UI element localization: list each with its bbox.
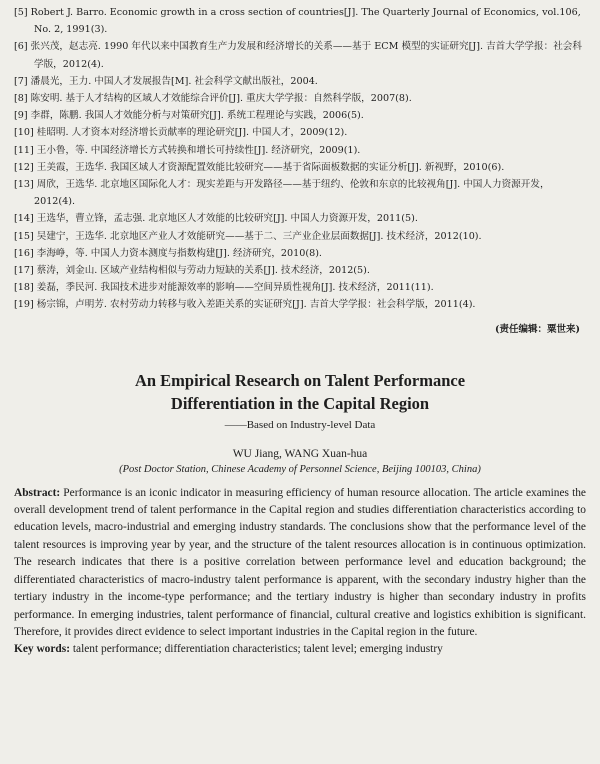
- abstract-text: Performance is an iconic indicator in measuring efficiency of human resource allocation. The article examines the overall development trend of talent performance in the Capital region and studies differentiation characteristics according to education levels, macro-industrial and emerging industry standards. The conclusions show that the performance level of the talent resources is improving year by year, and the structure of the talent resources allocation is in continuous optimization. The research indicates that there is a positive correlation between performance level and education background; the differentiated characteristics of macro-industry talent performance is apparent, with the secondary industry higher than the tertiary industry in the income-type performance; and the tertiary industry is higher than secondary industry in profits performance. In emerging industries, talent performance of financial, cultural creative and logistics exhibition is significant. Therefore, it provides direct evidence to select important industries in the Capital region in the future.: [14, 486, 586, 638]
- reference-item: [8] 陈安明. 基于人才结构的区域人才效能综合评价[J]. 重庆大学学报：自然科学版，2007(8).: [14, 93, 412, 105]
- abstract-label: Abstract:: [14, 486, 61, 499]
- reference-item: [17] 蔡涛，刘金山. 区域产业结构相似与劳动力短缺的关系[J]. 技术经济，2012(5).: [14, 265, 370, 277]
- responsible-editor-note: (责任编辑：粟世来): [495, 323, 580, 335]
- keywords-label: Key words:: [14, 643, 70, 656]
- reference-item: [14] 王选华，曹立锋，孟志强. 北京地区人才效能的比较研究[J]. 中国人力资源开发，2011(5).: [14, 213, 418, 225]
- english-title: [14, 369, 586, 415]
- keywords: [14, 643, 586, 655]
- reference-item: [15] 吴建宁，王选华. 北京地区产业人才效能研究——基于二、三产业企业层面数据[J]. 技术经济，2012(10).: [14, 230, 482, 242]
- reference-item: [10] 桂昭明. 人才资本对经济增长贡献率的理论研究[J]. 中国人才，2009(12).: [14, 127, 348, 139]
- keywords-text: talent performance; differentiation characteristics; talent level; emerging industry: [72, 643, 443, 656]
- reference-item: [16] 李海峥，等. 中国人力资本测度与指数构建[J]. 经济研究，2010(8).: [14, 247, 322, 259]
- authors: WU Jiang, WANG Xuan-hua: [232, 447, 368, 460]
- title-line-2: Differentiation in the Capital Region: [170, 393, 430, 413]
- reference-item: [9] 李群，陈鹏. 我国人才效能分析与对策研究[J]. 系统工程理论与实践，2006(5).: [14, 110, 364, 122]
- reference-item: [18] 姜磊，季民河. 我国技术进步对能源效率的影响——空间异质性视角[J]. 技术经济，2011(11).: [14, 282, 434, 294]
- reference-item: [13] 周欣，王选华. 北京地区国际化人才：现实差距与开发路径——基于纽约、伦敦和东京的比较视角[J]. 中国人力资源开发，2012(4).: [14, 179, 550, 208]
- reference-item: [5] Robert J. Barro. Economic growth in a cross section of countries[J]. The Quarterly Journal of Economics, vol.106, No. 2, 1991(3).: [14, 7, 581, 36]
- subtitle: ——Based on Industry-level Data: [224, 418, 376, 431]
- reference-item: [6] 张兴茂，赵志亮. 1990 年代以来中国教育生产力发展和经济增长的关系——基于 ECM 模型的实证研究[J]. 吉首大学学报：社会科学版，2012(4).: [14, 41, 582, 70]
- reference-item: [7] 潘晨光，王力. 中国人才发展报告[M]. 社会科学文献出版社，2004.: [14, 75, 318, 87]
- reference-item: [19] 杨宗锦，卢明芳. 农村劳动力转移与收入差距关系的实证研究[J]. 吉首大学学报：社会科学版，2011(4).: [14, 299, 476, 311]
- title-line-1: An Empirical Research on Talent Performance: [134, 370, 466, 390]
- abstract: [14, 485, 586, 642]
- affiliation: (Post Doctor Station, Chinese Academy of Personnel Science, Beijing 100103, China): [119, 463, 481, 475]
- reference-item: [12] 王美霞，王选华. 我国区域人才资源配置效能比较研究——基于省际面板数据的实证分析[J]. 新视野，2010(6).: [14, 161, 505, 173]
- reference-list: [14, 4, 586, 314]
- reference-item: [11] 王小鲁，等. 中国经济增长方式转换和增长可持续性[J]. 经济研究，2009(1).: [14, 144, 361, 156]
